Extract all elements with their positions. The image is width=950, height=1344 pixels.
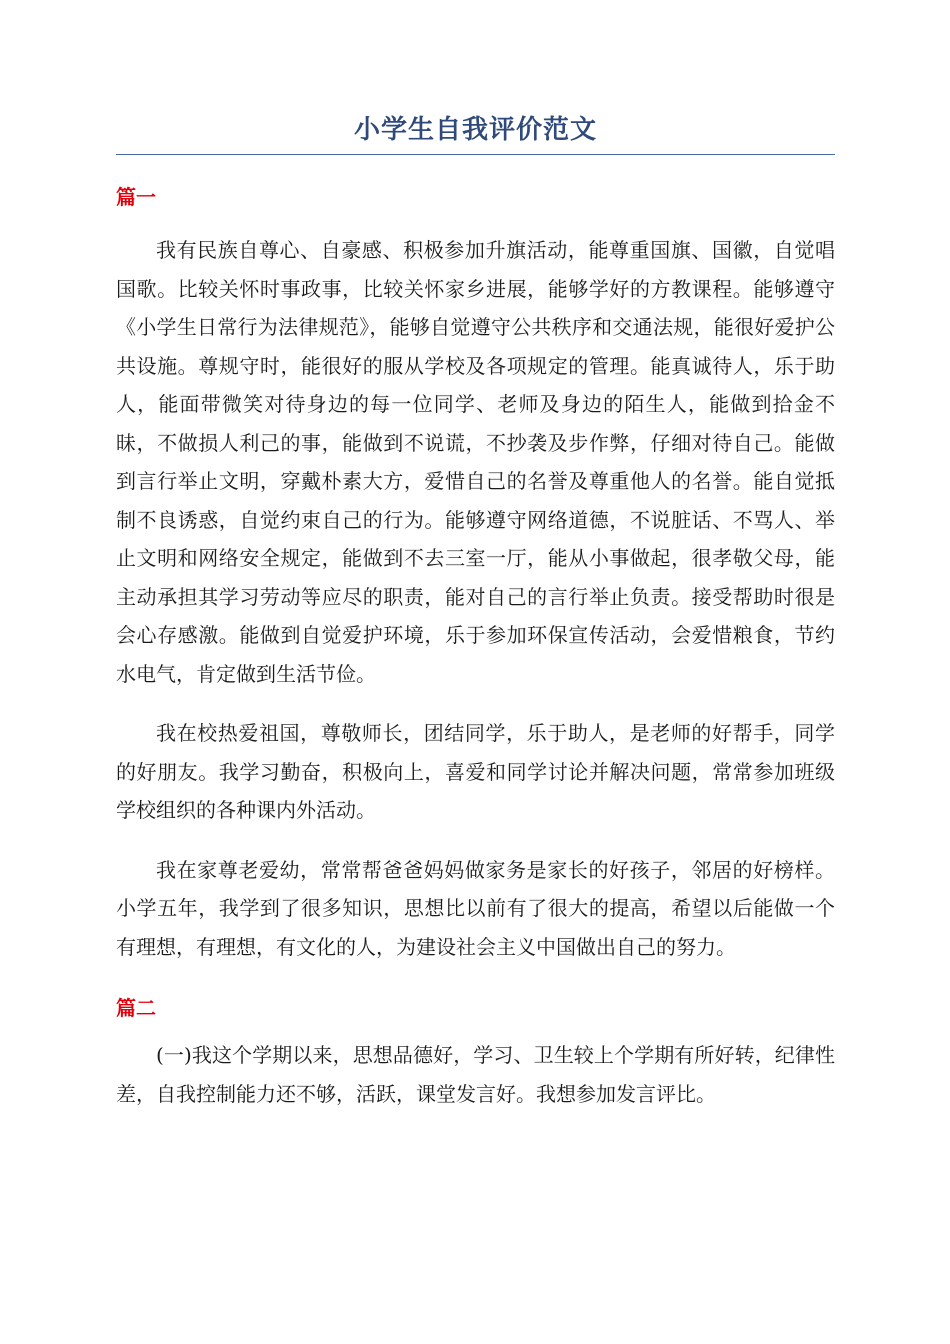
document-page [116,110,835,1113]
section-heading-1: 篇一 [116,185,156,209]
paragraph: 我有民族自尊心、自豪感、积极参加升旗活动，能尊重国旗、国徽，自觉唱国歌。比较关怀时事政事，比较关怀家乡进展，能够学好的方教课程。能够遵守《小学生日常行为法律规范》，能够自觉遵守公共秩序和交通法规，能很好爱护公共设施。尊规守时，能很好的服从学校及各项规定的管理。能真诚待人，乐于助人，能面带微笑对待身边的每一位同学、老师及身边的陌生人，能做到拾金不昧，不做损人利己的事，能做到不说谎，不抄袭及步作弊，仔细对待自己。能做到言行举止文明，穿戴朴素大方，爱惜自己的名誉及尊重他人的名誉。能自觉抵制不良诱惑，自觉约束自己的行为。能够遵守网络道德，不说脏话、不骂人、举止文明和网络安全规定，能做到不去三室一厅，能从小事做起，很孝敬父母，能主动承担其学习劳动等应尽的职责，能对自己的言行举止负责。接受帮助时很是会心存感激。能做到自觉爱护环境，乐于参加环保宣传活动，会爱惜粮食，节约水电气，肯定做到生活节俭。 [116,238,835,686]
paragraph: 我在家尊老爱幼，常常帮爸爸妈妈做家务是家长的好孩子，邻居的好榜样。小学五年，我学到了很多知识，思想比以前有了很大的提高，希望以后能做一个有理想，有理想，有文化的人，为建设社会主义中国做出自己的努力。 [116,857,835,959]
paragraph: (一)我这个学期以来，思想品德好，学习、卫生较上个学期有所好转，纪律性差，自我控制能力还不够，活跃，课堂发言好。我想参加发言评比。 [116,1043,835,1106]
section-heading-2: 篇二 [116,996,156,1020]
document-title: 小学生自我评价范文 [353,115,597,145]
title-divider [116,154,835,155]
paragraph: 我在校热爱祖国，尊敬师长，团结同学，乐于助人，是老师的好帮手，同学的好朋友。我学习勤奋，积极向上，喜爱和同学讨论并解决问题，常常参加班级学校组织的各种课内外活动。 [116,721,835,822]
